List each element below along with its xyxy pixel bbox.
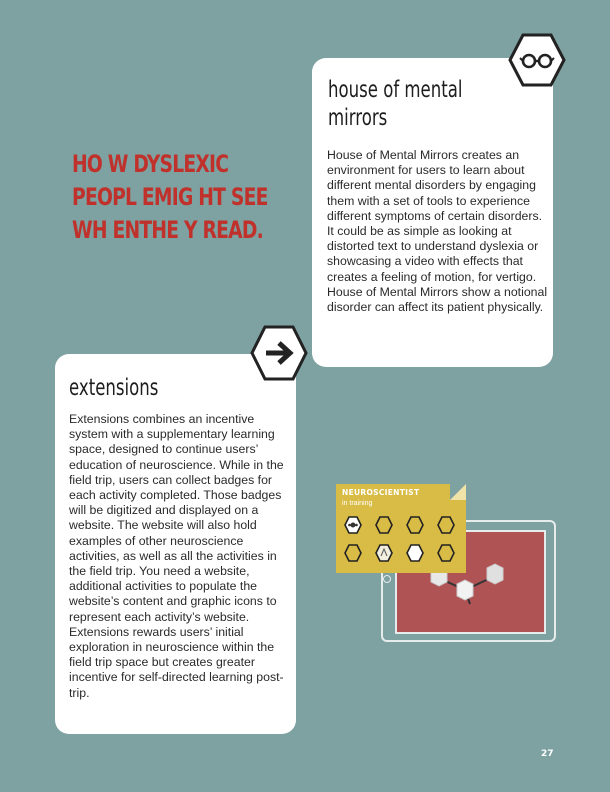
glasses-icon [508,33,566,87]
badge-subtitle: in training [342,500,373,507]
mirrors-body: House of Mental Mirrors creates an environment for users to learn about different mental disorders by engaging them with a set of tools to experience different symptoms of certain disorders. It could be as simple as looking at distorted text to understand dyslexia or showcasing a video with effects that creates a feeling of motion, for vertigo. House of Mental Mirrors show a notional disorder can affect its patient physically. [327,148,548,315]
badge-hex-icon [376,517,392,533]
badge-card-fold [450,484,466,500]
mirrors-title-line-2: mirrors [328,105,388,131]
dyslexic-line-2: PEOPL EMIG HT SEE [72,183,268,211]
badge-hex-icon [345,545,361,561]
dyslexic-heading [72,148,268,247]
extensions-card [55,354,296,734]
badge-hex-icon [438,517,454,533]
house-of-mental-mirrors-card [312,58,553,367]
arrow-right-icon [250,325,308,381]
badge-title: NEUROSCIENTIST [342,488,420,497]
dyslexic-line-3: WH ENTHE Y READ. [72,216,263,244]
dyslexic-line-1: HO W DYSLEXIC [72,150,229,178]
badge-hex-icon [438,545,454,561]
badge-hexagon-grid [343,514,463,566]
extensions-body: Extensions combines an incentive system with a supplementary learning space, designed to continue users’ education of neuroscience. While in the field trip, users can collect badges for each activity completed. Those badges will be digitized and displayed on a website. The website will also hold examples of other neuroscience activities, as well as all the activities in the field trip. You need a website, additional activities to populate the website’s content and graphic icons to represent each activity’s website. Extensions rewards users’ initial exploration in neuroscience within the field trip space but creates greater incentive for self-directed learning post-trip. [69,412,284,700]
badge-hex-icon [407,545,423,561]
badge-hex-icon [376,545,392,561]
page-number: 27 [541,749,554,759]
mirrors-title [328,76,462,132]
device-button-icon [383,575,391,583]
badge-hex-icon [407,517,423,533]
mirrors-title-line-1: house of mental [328,77,463,103]
extensions-title: extensions [69,375,159,401]
